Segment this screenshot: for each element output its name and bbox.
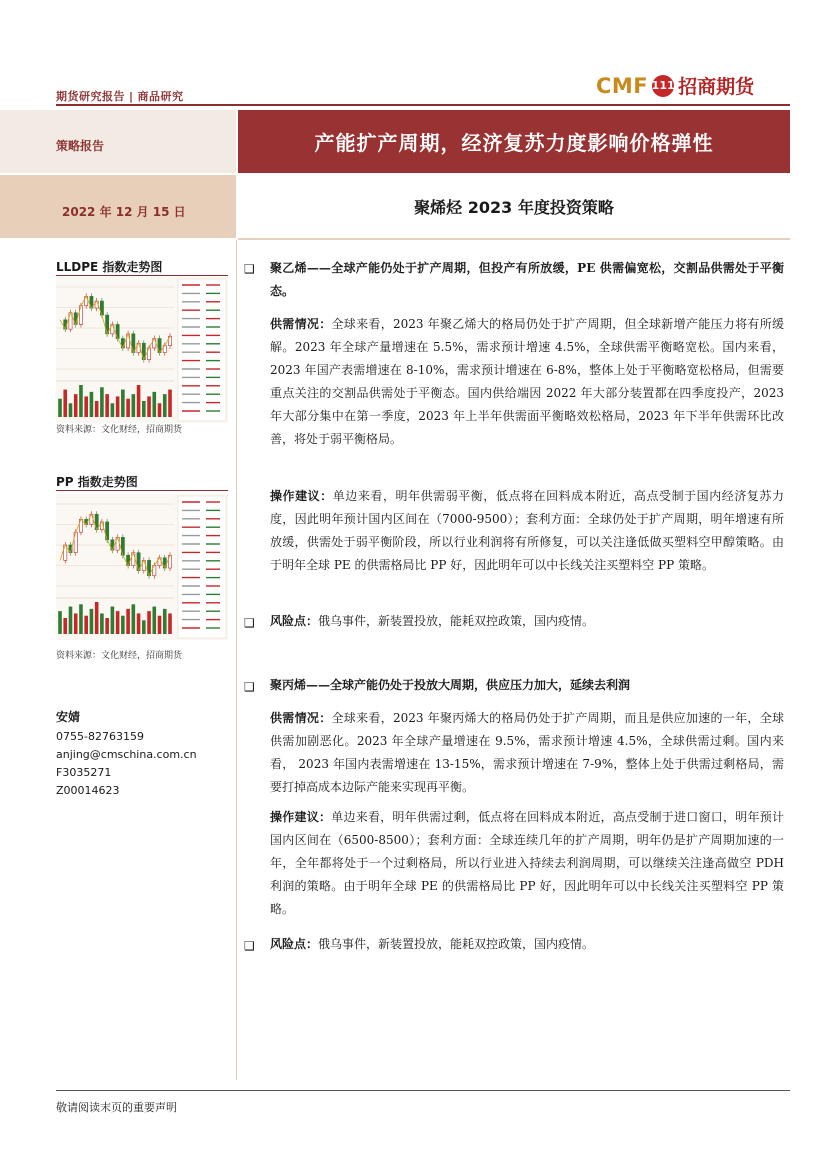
analyst-phone: 0755-82763159 bbox=[56, 730, 144, 743]
volume-bar bbox=[111, 403, 115, 417]
chart-quote-panel bbox=[178, 279, 226, 421]
bullet-icon: ❑ bbox=[244, 616, 255, 630]
volume-bar bbox=[63, 390, 67, 417]
bullet-icon: ❑ bbox=[244, 939, 255, 953]
volume-bar bbox=[84, 616, 88, 634]
volume-bar bbox=[137, 613, 141, 634]
volume-bar bbox=[126, 399, 130, 417]
lldpe-chart-title: LLDPE 指数走势图 bbox=[56, 260, 163, 274]
pe-operation-text: 单边来看，明年供需弱平衡，低点将在回料成本附近，高点受制于国内经济复苏力度，因此明年预计国内区间在（7000-9500）；套利方面：全球仍处于扩产周期，明年增速有所放缓，供需处于弱平衡阶段，所以行业利润将有所修复，可以关注逢低做买塑料空甲醇策略。由于明年全球 PE 的供需格局比 PP 好，因此明年可以中长线关注买塑料空 PP 策略。 bbox=[270, 489, 784, 572]
pp-operation-label: 操作建议： bbox=[270, 810, 332, 824]
report-date: 2022 年 12 月 15 日 bbox=[62, 205, 186, 219]
volume-bar bbox=[90, 392, 94, 417]
chart-quote-panel bbox=[178, 496, 226, 638]
report-title: 产能扩产周期，经济复苏力度影响价格弹性 bbox=[314, 131, 714, 155]
pp-risk-label: 风险点： bbox=[270, 937, 319, 951]
column-divider bbox=[236, 240, 237, 1080]
pe-operation-label: 操作建议： bbox=[270, 489, 333, 503]
pp-supply-text: 全球来看，2023 年聚丙烯大的格局仍处于扩产周期，而且是供应加速的一年，全球供需加剧恶化。2023 年全球产量增速在 9.5%，需求预计增速 4.5%，全球供需过剩。国内来看， 2023 年国内表需增速在 13-15%，需求预计增速在 7-9%，整体上处于供需过剩格局，需要打掉高成本边际产能来实现再平衡。 bbox=[270, 711, 784, 794]
category-research: 期货研究报告 bbox=[56, 90, 125, 103]
pe-operation-paragraph bbox=[270, 485, 784, 577]
logo-cn-text: 招商期货 bbox=[678, 76, 755, 98]
pe-risk-text: 俄乌事件，新装置投放，能耗双控政策，国内疫情。 bbox=[318, 614, 595, 628]
volume-bar bbox=[142, 401, 146, 417]
volume-bar bbox=[69, 607, 73, 634]
volume-bar bbox=[132, 394, 136, 417]
title-banner bbox=[238, 110, 790, 173]
lldpe-chart-rule bbox=[56, 275, 228, 276]
volume-bar bbox=[100, 613, 104, 634]
footer-divider bbox=[56, 1090, 790, 1091]
pe-risk-paragraph bbox=[270, 610, 784, 633]
volume-bar bbox=[116, 396, 120, 417]
volume-bar bbox=[121, 390, 125, 417]
volume-bar bbox=[168, 390, 172, 417]
company-logo bbox=[596, 72, 754, 99]
volume-bar bbox=[142, 620, 146, 634]
analyst-code-1: F3035271 bbox=[56, 766, 112, 779]
analyst-name: 安婧 bbox=[56, 710, 81, 724]
volume-bar bbox=[58, 399, 62, 417]
volume-bar bbox=[116, 611, 120, 634]
volume-bar bbox=[158, 403, 162, 417]
logo-badge-icon: 111 bbox=[652, 75, 674, 97]
logo-cmf-text: CMF bbox=[596, 73, 649, 98]
volume-bar bbox=[105, 618, 109, 634]
volume-bar bbox=[95, 602, 99, 634]
volume-bar bbox=[126, 609, 130, 634]
report-type: 策略报告 bbox=[56, 139, 105, 153]
left-band-top bbox=[0, 110, 236, 173]
bullet-icon: ❑ bbox=[244, 262, 255, 276]
volume-bar bbox=[90, 609, 94, 634]
report-category bbox=[56, 88, 184, 104]
volume-bar bbox=[168, 613, 172, 634]
analyst-email[interactable]: anjing@cmschina.com.cn bbox=[56, 748, 197, 761]
category-separator: | bbox=[129, 90, 134, 103]
analyst-code-2: Z00014623 bbox=[56, 784, 120, 797]
pp-chart bbox=[56, 494, 228, 640]
pe-risk-label: 风险点： bbox=[270, 614, 319, 628]
pe-supply-paragraph bbox=[270, 313, 784, 451]
header-divider bbox=[56, 104, 790, 106]
volume-bar bbox=[163, 394, 167, 417]
pp-chart-source: 资料来源：文化财经，招商期货 bbox=[56, 651, 183, 661]
pe-supply-text: 全球来看，2023 年聚乙烯大的格局仍处于扩产周期，但全球新增产能压力将有所缓解。2023 年全球产量增速在 5.5%，需求预计增速 4.5%，全球供需平衡略宽松。国内来看，2023 年国产表需增速在 8-10%，需求预计增速在 6-8%，整体上处于平衡略宽松格局，但需要重点关注的交割品供需处于平衡态。国内供给端因 2022 年大部分装置都在四季度投产，2023 年大部分集中在第一季度，2023 年上半年供需面平衡略效松格局，2023 年下半年供需环比改善，将处于弱平衡格局。 bbox=[270, 317, 784, 446]
footer-disclaimer: 敬请阅读末页的重要声明 bbox=[56, 1101, 177, 1114]
volume-bar bbox=[79, 385, 83, 417]
lldpe-chart-source: 资料来源：文化财经，招商期货 bbox=[56, 425, 183, 435]
bullet-icon: ❑ bbox=[244, 680, 255, 694]
pp-chart-rule bbox=[56, 490, 228, 491]
pe-headline: 聚乙烯——全球产能仍处于扩产周期，但投产有所放缓，PE 供需偏宽松，交割品供需处于平衡态。 bbox=[270, 261, 784, 298]
pp-risk-paragraph bbox=[270, 933, 784, 956]
volume-bar bbox=[84, 396, 88, 417]
volume-bar bbox=[147, 611, 151, 634]
volume-bar bbox=[152, 392, 156, 417]
pp-supply-label: 供需情况： bbox=[270, 711, 332, 725]
volume-bar bbox=[74, 394, 78, 417]
subtitle-divider bbox=[238, 238, 790, 240]
volume-bar bbox=[132, 604, 136, 634]
volume-bar bbox=[74, 613, 78, 634]
category-commodity: 商品研究 bbox=[137, 90, 184, 103]
pp-supply-paragraph bbox=[270, 707, 784, 799]
report-subtitle: 聚烯烃 2023 年度投资策略 bbox=[414, 198, 614, 217]
volume-bar bbox=[121, 616, 125, 634]
pp-chart-title: PP 指数走势图 bbox=[56, 475, 138, 489]
volume-bar bbox=[79, 604, 83, 634]
pp-operation-paragraph bbox=[270, 806, 784, 921]
volume-bar bbox=[95, 401, 99, 417]
pe-supply-label: 供需情况： bbox=[270, 317, 332, 331]
pp-headline: 聚丙烯——全球产能仍处于投放大周期，供应压力加大，延续去利润 bbox=[270, 678, 631, 692]
volume-bar bbox=[63, 618, 67, 634]
volume-bar bbox=[58, 611, 62, 634]
volume-bar bbox=[147, 396, 151, 417]
pp-operation-text: 单边来看，明年供需过剩，低点将在回料成本附近，高点受制于进口窗口，明年预计国内区间在（6500-8500）；套利方面：全球连续几年的扩产周期，明年仍是扩产周期加速的一年，全年都将处于一个过剩格局，所以行业进入持续去利润周期，可以继续关注逢高做空 PDH 利润的策略。由于明年全球 PE 的供需格局比 PP 好，因此明年可以中长线关注买塑料空 PP 策略。 bbox=[270, 810, 784, 916]
volume-bar bbox=[105, 394, 109, 417]
volume-bar bbox=[163, 609, 167, 634]
pp-risk-text: 俄乌事件，新装置投放，能耗双控政策，国内疫情。 bbox=[318, 937, 595, 951]
lldpe-chart bbox=[56, 277, 228, 423]
analyst-contact bbox=[56, 708, 197, 800]
volume-bar bbox=[158, 616, 162, 634]
volume-bar bbox=[100, 387, 104, 417]
volume-bar bbox=[137, 385, 141, 417]
volume-bar bbox=[69, 403, 73, 417]
volume-bar bbox=[152, 607, 156, 634]
volume-bar bbox=[111, 607, 115, 634]
